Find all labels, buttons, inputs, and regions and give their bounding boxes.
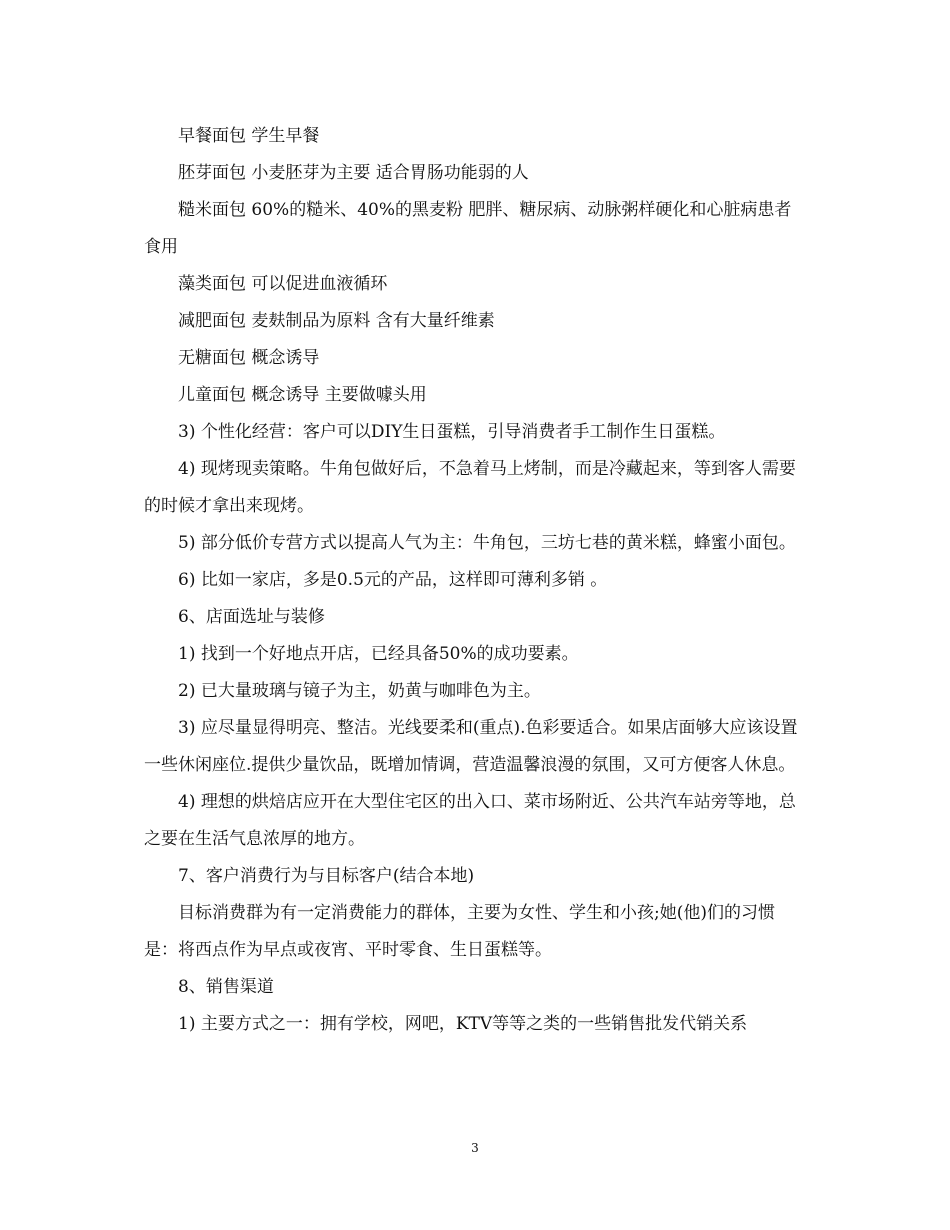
- section-heading-customer-behavior: 7、客户消费行为与目标客户(结合本地): [178, 866, 475, 886]
- section-heading-sales-channels: 8、销售渠道: [178, 977, 274, 997]
- paragraph-sales-channel-one: 1) 主要方式之一：拥有学校，网吧，KTV等等之类的一些销售批发代销关系: [178, 1014, 748, 1034]
- paragraph-low-price-strategy: 5) 部分低价专营方式以提高人气为主：牛角包，三坊七巷的黄米糕，蜂蜜小面包。: [178, 533, 796, 553]
- page-number: 3: [471, 1141, 479, 1155]
- paragraph-algae-bread: 藻类面包 可以促进血液循环: [178, 274, 388, 294]
- paragraph-kids-bread: 儿童面包 概念诱导 主要做噱头用: [178, 385, 427, 405]
- paragraph-brown-rice-bread: 糙米面包 60%的糙米、40%的黑麦粉 肥胖、糖尿病、动脉粥样硬化和心脏病患者食用: [144, 200, 792, 257]
- paragraph-bright-clean-store: 3) 应尽量显得明亮、整洁。光线要柔和(重点).色彩要适合。如果店面够大应该设置一些休闲座位.提供少量饮品，既增加情调，营造温馨浪漫的氛围，又可方便客人休息。: [144, 718, 798, 775]
- paragraph-breakfast-bread: 早餐面包 学生早餐: [178, 126, 320, 146]
- paragraph-glass-mirrors: 2) 已大量玻璃与镜子为主，奶黄与咖啡色为主。: [178, 681, 541, 701]
- paragraph-germ-bread: 胚芽面包 小麦胚芽为主要 适合胃肠功能弱的人: [178, 163, 529, 183]
- document-body: [144, 118, 806, 1043]
- paragraph-personalized-operation: 3) 个性化经营：客户可以DIY生日蛋糕，引导消费者手工制作生日蛋糕。: [178, 422, 726, 442]
- paragraph-fresh-baking-strategy: 4) 现烤现卖策略。牛角包做好后，不急着马上烤制，而是冷藏起来，等到客人需要的时候才拿出来现烤。: [144, 459, 796, 516]
- paragraph-low-margin-example: 6) 比如一家店，多是0.5元的产品，这样即可薄利多销 。: [178, 570, 608, 590]
- section-heading-store-location: 6、店面选址与装修: [178, 607, 325, 627]
- paragraph-ideal-location: 4) 理想的烘焙店应开在大型住宅区的出入口、菜市场附近、公共汽车站旁等地，总之要在生活气息浓厚的地方。: [144, 792, 796, 849]
- paragraph-target-consumers: 目标消费群为有一定消费能力的群体，主要为女性、学生和小孩;她(他)们的习惯是：将西点作为早点或夜宵、平时零食、生日蛋糕等。: [144, 903, 775, 960]
- paragraph-diet-bread: 减肥面包 麦麸制品为原料 含有大量纤维素: [178, 311, 495, 331]
- paragraph-sugar-free-bread: 无糖面包 概念诱导: [178, 348, 320, 368]
- paragraph-good-location: 1) 找到一个好地点开店，已经具备50%的成功要素。: [178, 644, 579, 664]
